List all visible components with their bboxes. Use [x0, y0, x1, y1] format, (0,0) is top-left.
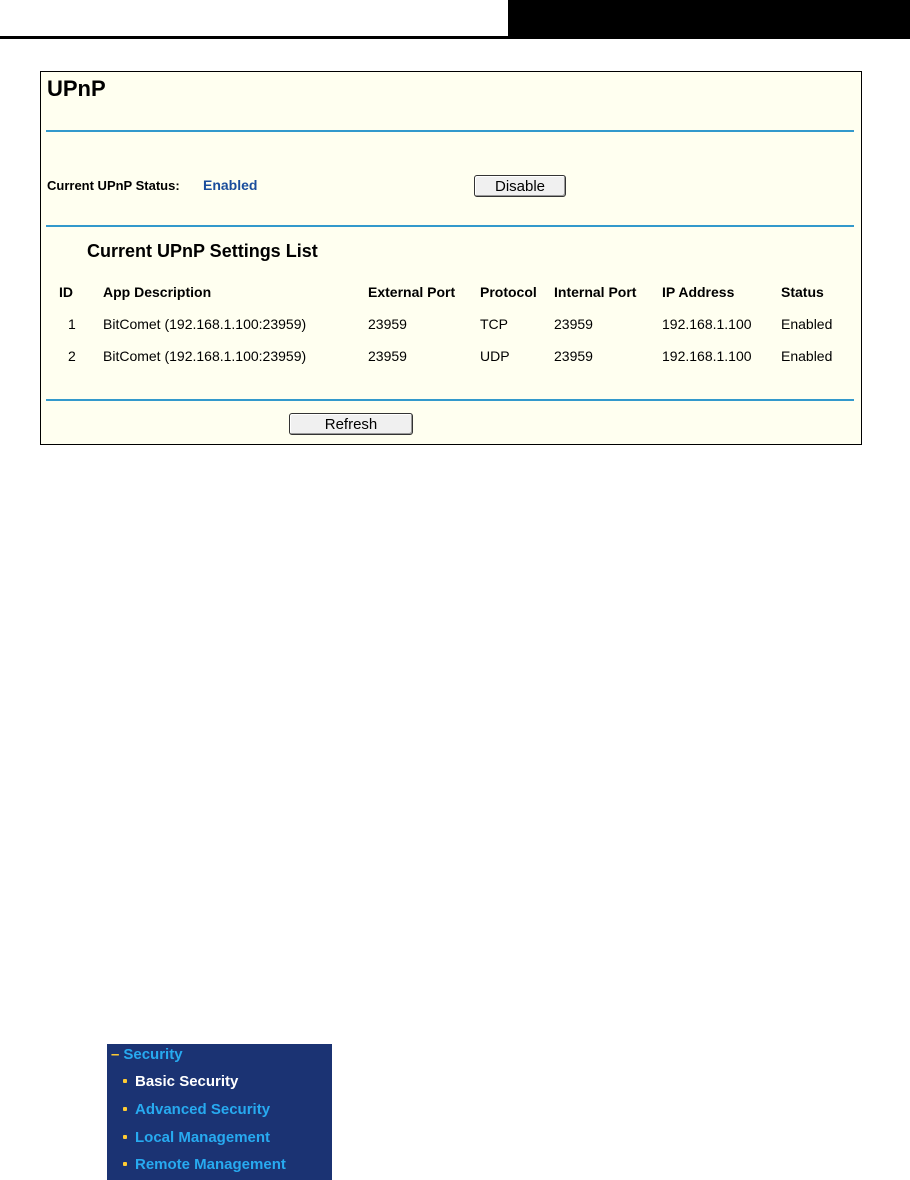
page-title: UPnP: [47, 76, 106, 101]
settings-list-heading: Current UPnP Settings List: [87, 241, 318, 261]
table-cell-ip-address: 192.168.1.100: [662, 316, 752, 332]
menu-item-advanced-security[interactable]: [123, 1101, 270, 1118]
column-header-status: Status: [781, 284, 824, 300]
column-header-ip-address: IP Address: [662, 284, 735, 300]
menu-item-basic-security[interactable]: [123, 1073, 238, 1090]
menu-header-label: Security: [123, 1046, 183, 1063]
column-header-app-description: App Description: [103, 284, 212, 300]
doc-header-rule: [0, 36, 910, 39]
table-cell-internal-port: 23959: [554, 316, 593, 332]
menu-item-label: Remote Management: [135, 1156, 286, 1173]
doc-header-block: [508, 0, 910, 38]
upnp-settings-table: [41, 72, 861, 444]
divider-bottom: [46, 399, 854, 401]
table-cell-status: Enabled: [781, 348, 833, 364]
menu-item-remote-management[interactable]: [123, 1156, 286, 1173]
column-header-id: ID: [59, 284, 73, 300]
table-cell-internal-port: 23959: [554, 348, 593, 364]
upnp-status-label: Current UPnP Status:: [47, 178, 180, 193]
refresh-button[interactable]: Refresh: [289, 413, 413, 435]
disable-button[interactable]: Disable: [474, 175, 566, 197]
column-header-external-port: External Port: [368, 284, 456, 300]
table-cell-id: 2: [68, 348, 76, 364]
menu-item-label: Local Management: [135, 1129, 271, 1146]
bullet-icon: [123, 1135, 127, 1139]
bullet-icon: [123, 1079, 127, 1083]
table-cell-id: 1: [68, 316, 76, 332]
security-menu: [107, 1044, 332, 1180]
menu-item-label: Advanced Security: [135, 1101, 271, 1118]
table-cell-status: Enabled: [781, 316, 833, 332]
menu-item-local-management[interactable]: [123, 1129, 270, 1146]
table-cell-app-description: BitComet (192.168.1.100:23959): [103, 348, 307, 364]
table-cell-external-port: 23959: [368, 316, 407, 332]
bullet-icon: [123, 1162, 127, 1166]
collapse-icon: –: [111, 1046, 120, 1063]
column-header-protocol: Protocol: [480, 284, 537, 300]
upnp-panel: [40, 71, 862, 445]
bullet-icon: [123, 1107, 127, 1111]
table-cell-ip-address: 192.168.1.100: [662, 348, 752, 364]
column-header-internal-port: Internal Port: [554, 284, 637, 300]
table-cell-protocol: TCP: [480, 316, 508, 332]
table-cell-app-description: BitComet (192.168.1.100:23959): [103, 316, 307, 332]
menu-item-label: Basic Security: [135, 1073, 239, 1090]
table-cell-external-port: 23959: [368, 348, 407, 364]
upnp-status-value: Enabled: [203, 177, 258, 193]
menu-header-security[interactable]: [111, 1046, 183, 1063]
table-cell-protocol: UDP: [480, 348, 510, 364]
